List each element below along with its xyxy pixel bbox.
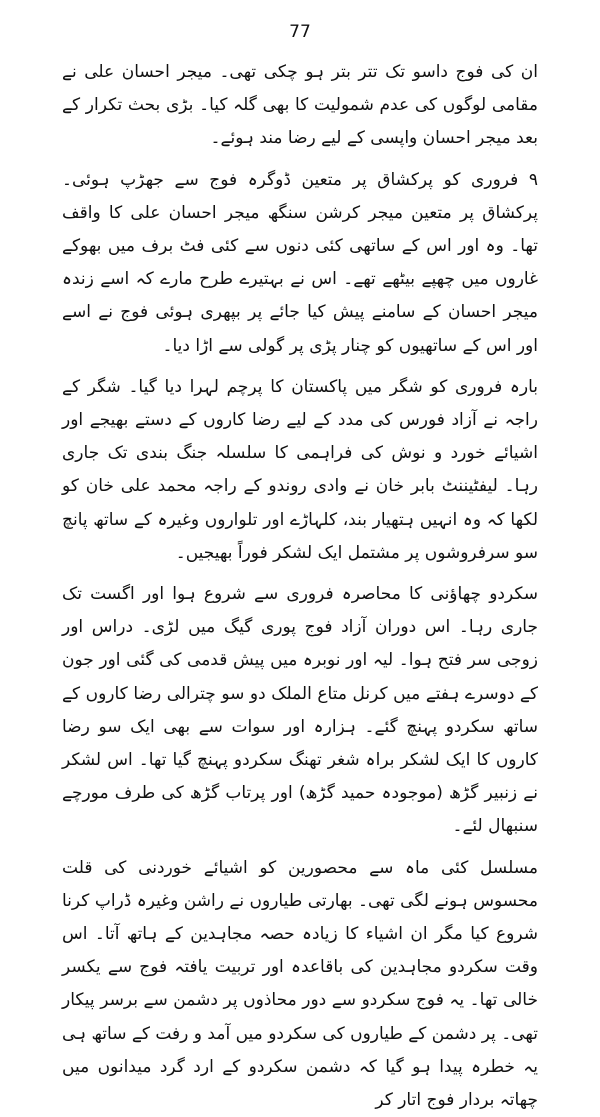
paragraph-3: بارہ فروری کو شگر میں پاکستان کا پرچم لہرا دیا گیا۔ شگر کے راجہ نے آزاد فورس کی مدد کے لیے رضا کاروں کے دستے بھیجے اور اشیائے خورد و نوش کی فراہمی کا سلسلہ جنگ بندی تک جاری رہا۔ لیفٹیننٹ بابر خان نے وادی روندو کے راجہ محمد علی خان کو لکھا کہ وہ انہیں ہتھیار بند، کلہاڑے اور تلواروں وغیرہ کے ساتھ پانچ سو سرفروشوں پر مشتمل ایک لشکر فوراً بھیجیں۔ bbox=[62, 376, 538, 563]
paragraph-4: سکردو چھاؤنی کا محاصرہ فروری سے شروع ہوا اور اگست تک جاری رہا۔ اس دوران آزاد فوج پوری گیگ میں لڑی۔ دراس اور زوجی سر فتح ہوا۔ لیہ اور نوبرہ میں پیش قدمی کی گئی اور جون کے دوسرے ہفتے میں کرنل متاع الملک دو سو چترالی رضا کاروں کے ساتھ سکردو پہنچ گئے۔ ہزارہ اور سوات سے بھی ایک سو رضا کاروں کا ایک لشکر براہ شغر تھنگ سکردو پہنچ گیا تھا۔ اس لشکر نے زنبیر گڑھ (موجودہ حمید گڑھ) اور پرتاب گڑھ کی طرف مورچے سنبھال لئے۔ bbox=[62, 584, 538, 837]
paragraph-2: ۹ فروری کو پرکشاق پر متعین ڈوگرہ فوج سے جھڑپ ہوئی۔ پرکشاق پر متعین میجر کرشن سنگھ میجر احسان علی کا واقف تھا۔ وہ اور اس کے ساتھی کئی دنوں سے کئی فٹ برف میں بھوکے غاروں میں چھپے بیٹھے تھے۔ اس نے بہتیرے طرح مارے کہ اسے زندہ میجر احسان کے سامنے پیش کیا جائے پر بپھری ہوئی فوج نے اسے اور اس کے ساتھیوں کو چنار پڑی پر گولی سے اڑا دیا۔ bbox=[62, 169, 538, 356]
page-number: 77 bbox=[289, 22, 311, 42]
paragraph-5: مسلسل کئی ماہ سے محصورین کو اشیائے خوردنی کی قلت محسوس ہونے لگی تھی۔ بھارتی طیاروں نے راشن وغیرہ ڈراپ کرنا شروع کیا مگر ان اشیاء کا زیادہ حصہ مجاہدین کے ہاتھ آتا۔ اس وقت سکردو مجاہدین کی باقاعدہ اور تربیت یافتہ فوج سے یکسر خالی تھا۔ یہ فوج سکردو سے دور محاذوں پر دشمن سے برسر پیکار تھی۔ پر دشمن کے طیاروں کی سکردو میں آمد و رفت کے ساتھ ہی یہ خطرہ پیدا ہو گیا کہ دشمن سکردو کے ارد گرد میدانوں میں چھاتہ بردار فوج اتار کر bbox=[62, 857, 538, 1111]
body-text bbox=[62, 56, 538, 1117]
paragraph-1: ان کی فوج داسو تک تتر بتر ہو چکی تھی۔ میجر احسان علی نے مقامی لوگوں کی عدم شمولیت کا بھی گلہ کیا۔ بڑی بحث تکرار کے بعد میجر احسان واپسی کے لیے رضا مند ہوئے۔ bbox=[62, 62, 538, 149]
